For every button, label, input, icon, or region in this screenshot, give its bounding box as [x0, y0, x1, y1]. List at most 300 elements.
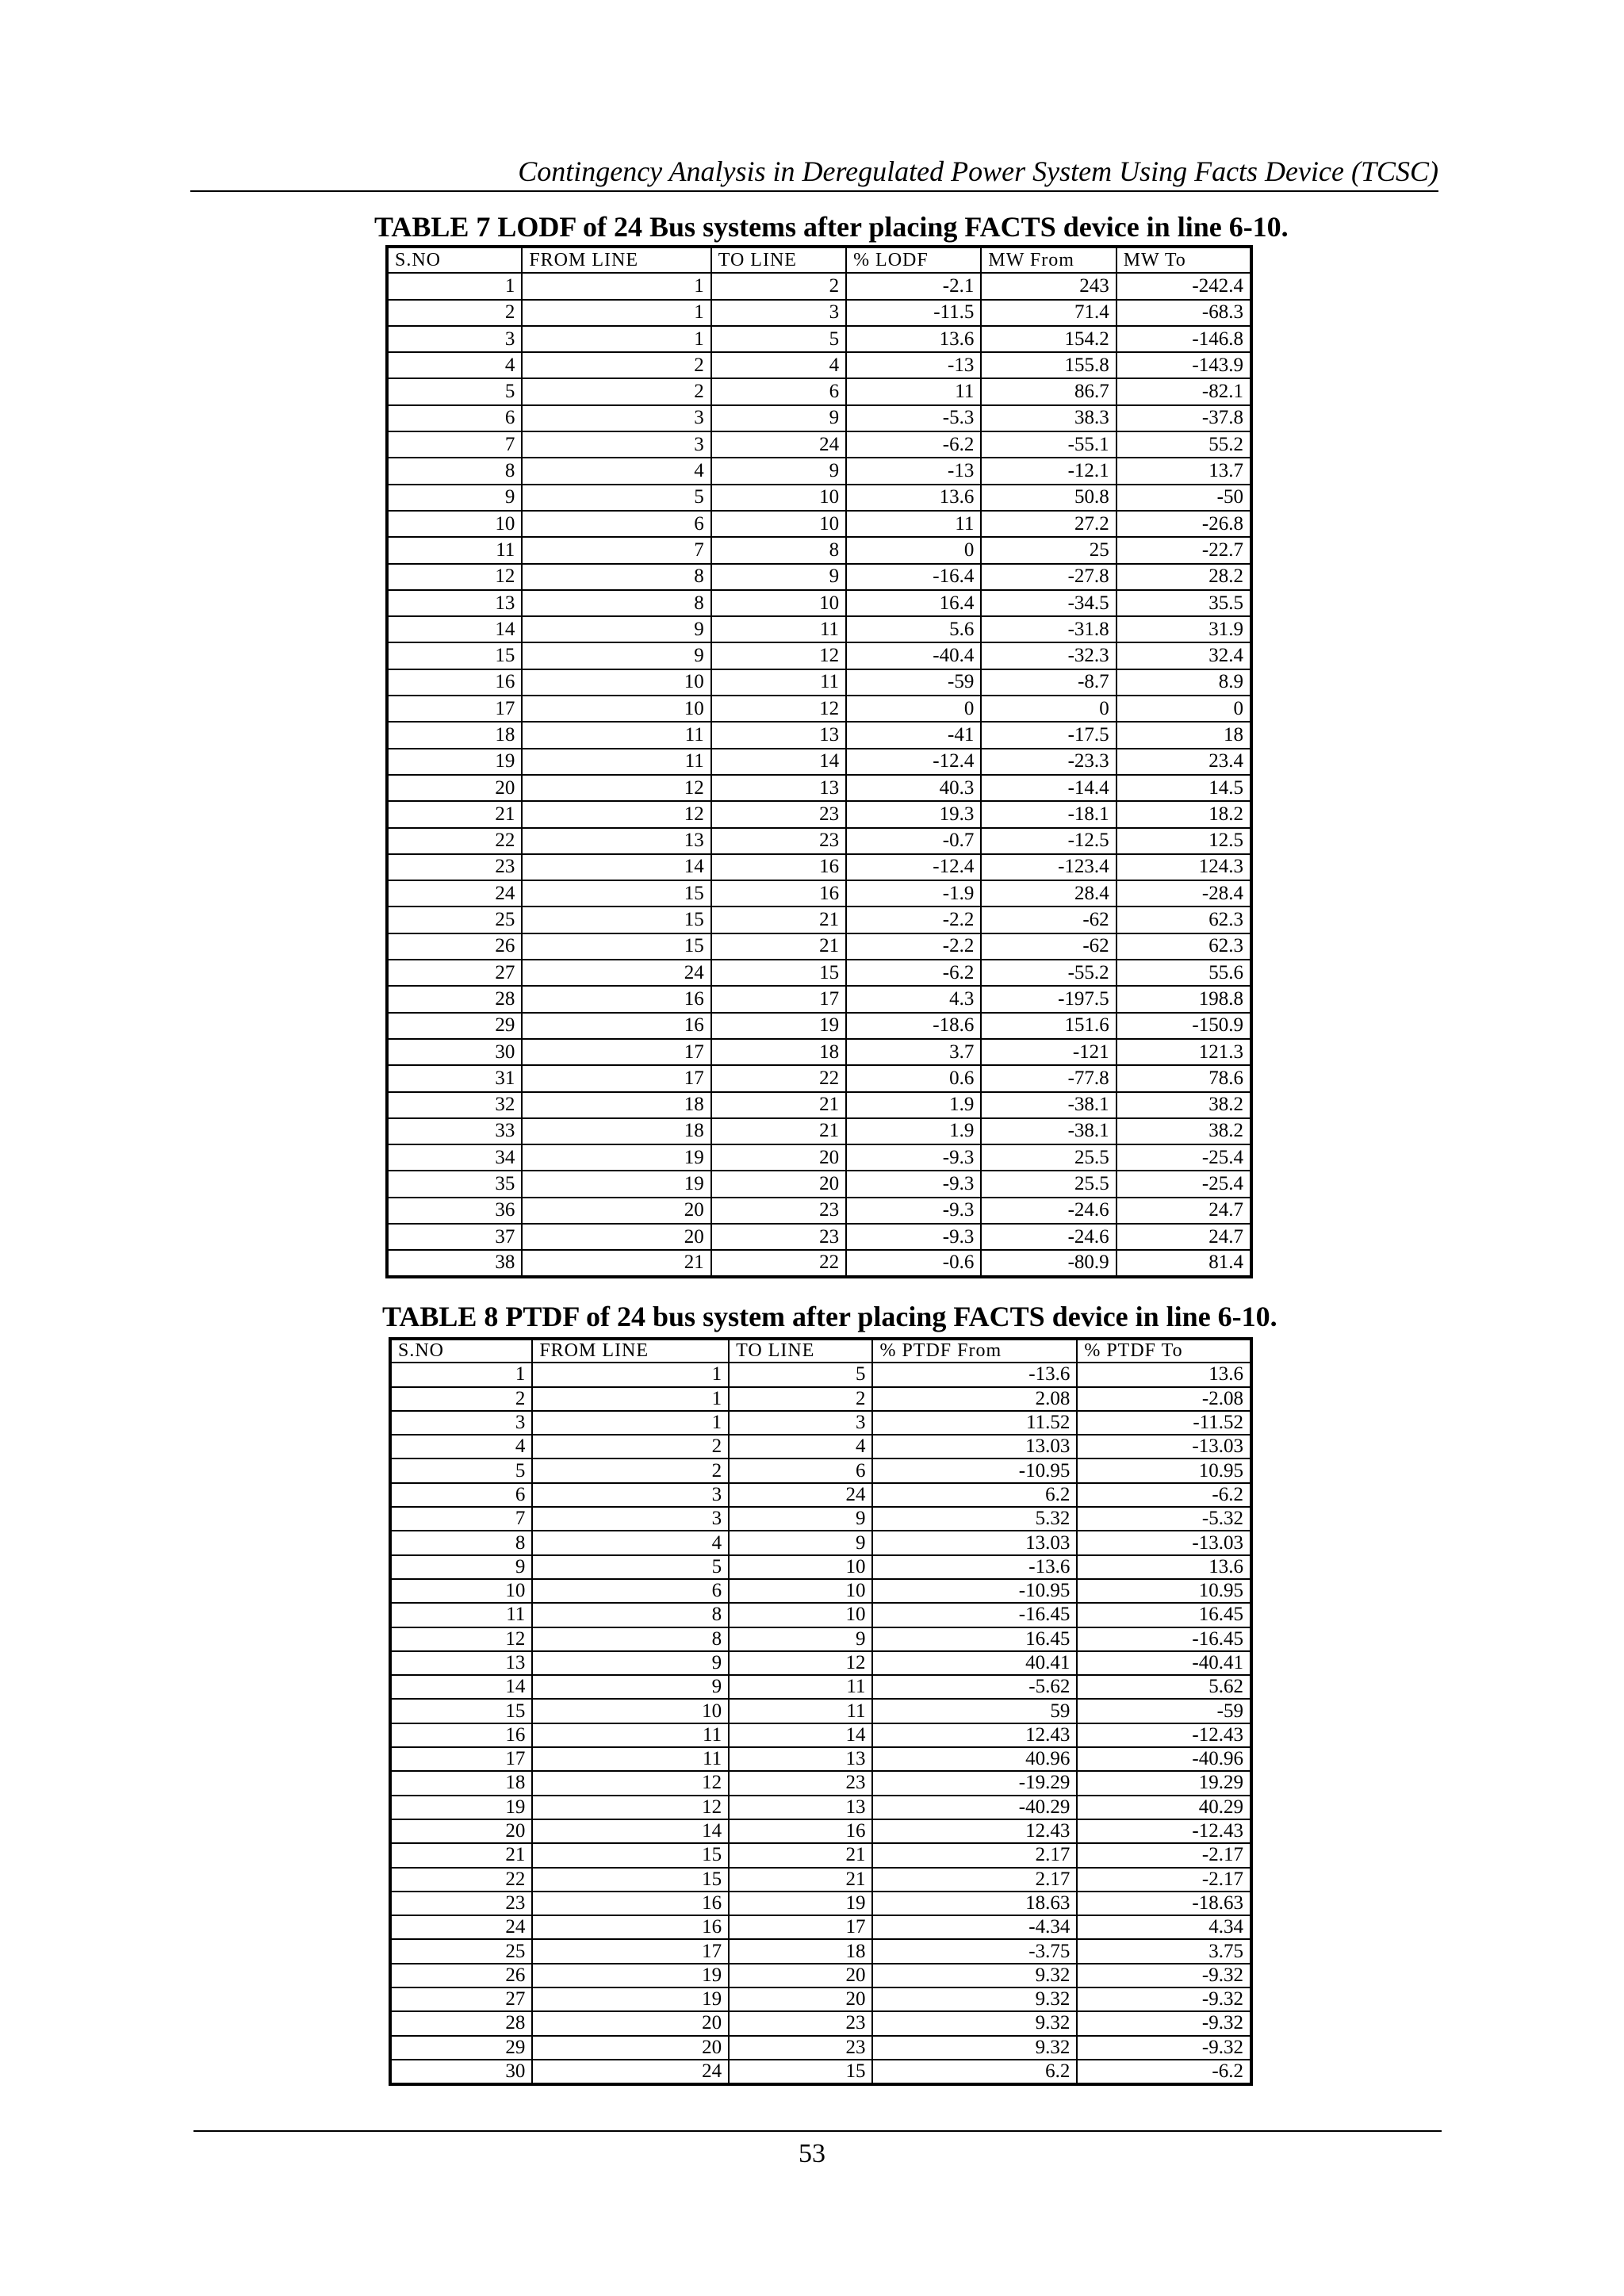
table-row	[390, 1868, 1251, 1892]
table-cell: 19	[522, 1171, 710, 1197]
table-cell: -22.7	[1116, 537, 1251, 563]
table-cell: 15	[387, 642, 522, 669]
table-cell: 12	[711, 696, 846, 722]
table-cell: -25.4	[1116, 1171, 1251, 1197]
page-number: 53	[799, 2139, 825, 2168]
table-row	[390, 1411, 1251, 1435]
table-cell: 243	[981, 273, 1116, 299]
table-cell: 19	[387, 749, 522, 775]
table-cell: 19	[532, 1987, 729, 2011]
table-cell: -40.96	[1077, 1747, 1251, 1771]
table-cell: 30	[387, 1039, 522, 1065]
table-cell: 154.2	[981, 326, 1116, 352]
table-cell: -16.45	[872, 1603, 1077, 1627]
table-cell: 13.7	[1116, 458, 1251, 484]
table-cell: 16	[387, 669, 522, 696]
table-cell: -6.2	[846, 431, 981, 458]
table-cell: -13	[846, 458, 981, 484]
table-cell: 9	[729, 1627, 872, 1651]
table-cell: 2.08	[872, 1387, 1077, 1411]
table-cell: -55.1	[981, 431, 1116, 458]
table-cell: 23	[711, 828, 846, 854]
table-cell: 24	[390, 1915, 532, 1939]
table-cell: 4	[711, 352, 846, 378]
table-cell: -18.1	[981, 801, 1116, 827]
table-cell: 20	[387, 775, 522, 801]
table-cell: 18	[729, 1939, 872, 1963]
table-cell: -11.52	[1077, 1411, 1251, 1435]
table-cell: 2	[711, 273, 846, 299]
table-cell: 15	[522, 933, 710, 960]
table-cell: 17	[729, 1915, 872, 1939]
table-cell: -6.2	[1077, 2060, 1251, 2084]
table-cell: 10	[729, 1579, 872, 1603]
table-cell: 22	[711, 1250, 846, 1276]
column-header: TO LINE	[711, 247, 846, 273]
table-cell: 4	[390, 1435, 532, 1458]
table-cell: -40.41	[1077, 1651, 1251, 1675]
table-cell: -5.62	[872, 1675, 1077, 1699]
table-cell: 9.32	[872, 1987, 1077, 2011]
table-cell: -0.6	[846, 1250, 981, 1276]
table-row	[387, 775, 1251, 801]
table-cell: 14	[729, 1723, 872, 1747]
table-cell: 24	[522, 960, 710, 986]
table-cell: -18.63	[1077, 1892, 1251, 1915]
table-cell: 15	[522, 880, 710, 907]
table-cell: 11	[711, 669, 846, 696]
table8-ptdf	[389, 1337, 1253, 2086]
table-cell: 21	[711, 933, 846, 960]
table-cell: 15	[729, 2060, 872, 2084]
table-cell: 155.8	[981, 352, 1116, 378]
table-cell: 12	[522, 801, 710, 827]
table-cell: 34	[387, 1144, 522, 1171]
table-cell: 35	[387, 1171, 522, 1197]
table-cell: -18.6	[846, 1013, 981, 1039]
table-row	[390, 1435, 1251, 1458]
table-cell: 1	[522, 273, 710, 299]
table-cell: 2	[522, 378, 710, 404]
table-cell: -10.95	[872, 1458, 1077, 1482]
table-cell: 6	[390, 1483, 532, 1507]
table-cell: 38.2	[1116, 1092, 1251, 1118]
table-cell: 11	[711, 616, 846, 642]
table-cell: 40.3	[846, 775, 981, 801]
table-cell: -17.5	[981, 722, 1116, 748]
table-row	[390, 1603, 1251, 1627]
column-header: % PTDF From	[872, 1339, 1077, 1363]
table-cell: 23	[711, 1224, 846, 1250]
table-cell: 19	[711, 1013, 846, 1039]
table-cell: 20	[522, 1224, 710, 1250]
table-cell: -23.3	[981, 749, 1116, 775]
table-cell: 1	[522, 326, 710, 352]
table-cell: 11	[846, 511, 981, 537]
table-cell: 15	[711, 960, 846, 986]
table-cell: 9	[532, 1651, 729, 1675]
table-cell: 24	[532, 2060, 729, 2084]
table-cell: 4	[522, 458, 710, 484]
table-cell: -9.32	[1077, 2011, 1251, 2035]
table-cell: -77.8	[981, 1065, 1116, 1091]
table-row	[390, 1458, 1251, 1482]
table-cell: 6	[532, 1579, 729, 1603]
table-cell: 10.95	[1077, 1579, 1251, 1603]
table-cell: 21	[729, 1843, 872, 1867]
table-cell: 9.32	[872, 2011, 1077, 2035]
table-row	[390, 1964, 1251, 1987]
table-cell: 5.32	[872, 1507, 1077, 1531]
table-cell: 33	[387, 1118, 522, 1144]
table-cell: 20	[532, 2036, 729, 2060]
table-cell: -62	[981, 907, 1116, 933]
table-row	[387, 933, 1251, 960]
table-row	[387, 590, 1251, 616]
table-cell: 16	[711, 854, 846, 880]
table-cell: -68.3	[1116, 300, 1251, 326]
table-cell: 12	[522, 775, 710, 801]
table-row	[387, 1092, 1251, 1118]
table-cell: 19	[729, 1892, 872, 1915]
table-cell: -13.03	[1077, 1435, 1251, 1458]
table-cell: 1.9	[846, 1092, 981, 1118]
table-row	[387, 273, 1251, 299]
table-cell: 1	[532, 1363, 729, 1386]
table-cell: 32	[387, 1092, 522, 1118]
table-cell: 2	[532, 1458, 729, 1482]
table-cell: -2.1	[846, 273, 981, 299]
table-cell: 2	[729, 1387, 872, 1411]
table-cell: 38.3	[981, 405, 1116, 431]
column-header: S.NO	[390, 1339, 532, 1363]
table-cell: 23	[711, 801, 846, 827]
table-cell: 9	[729, 1531, 872, 1554]
table7-caption: TABLE 7 LODF of 24 Bus systems after placing FACTS device in line 6-10.	[374, 211, 1289, 243]
table-cell: 19	[532, 1964, 729, 1987]
table-cell: 1	[522, 300, 710, 326]
table-cell: 12	[387, 564, 522, 590]
table-cell: 15	[532, 1868, 729, 1892]
table-row	[387, 616, 1251, 642]
table-cell: 124.3	[1116, 854, 1251, 880]
table-cell: -197.5	[981, 986, 1116, 1012]
table-cell: -242.4	[1116, 273, 1251, 299]
table-cell: 20	[390, 1819, 532, 1843]
table-cell: 14	[387, 616, 522, 642]
table-cell: 36	[387, 1198, 522, 1224]
table-cell: 10	[729, 1603, 872, 1627]
table-cell: 12	[532, 1771, 729, 1795]
table-cell: 10	[387, 511, 522, 537]
table-cell: -146.8	[1116, 326, 1251, 352]
table-cell: 7	[522, 537, 710, 563]
table-cell: 5	[387, 378, 522, 404]
table-cell: -150.9	[1116, 1013, 1251, 1039]
table-cell: -31.8	[981, 616, 1116, 642]
table-cell: 32.4	[1116, 642, 1251, 669]
table-cell: 6	[522, 511, 710, 537]
table-cell: 62.3	[1116, 933, 1251, 960]
table-cell: -62	[981, 933, 1116, 960]
table-cell: -9.32	[1077, 1987, 1251, 2011]
table-cell: -2.17	[1077, 1868, 1251, 1892]
table-cell: 25.5	[981, 1171, 1116, 1197]
table-cell: 8.9	[1116, 669, 1251, 696]
table-cell: 14.5	[1116, 775, 1251, 801]
table-cell: 14	[390, 1675, 532, 1699]
table-row	[387, 696, 1251, 722]
table-cell: 11	[532, 1747, 729, 1771]
table-row	[387, 907, 1251, 933]
table-cell: -40.29	[872, 1796, 1077, 1819]
table-cell: 16	[390, 1723, 532, 1747]
table-cell: -12.4	[846, 854, 981, 880]
table-cell: -26.8	[1116, 511, 1251, 537]
table-cell: -2.17	[1077, 1843, 1251, 1867]
table8-header-row	[390, 1339, 1251, 1363]
table-cell: 15	[522, 907, 710, 933]
table-cell: 16.4	[846, 590, 981, 616]
table-row	[390, 1627, 1251, 1651]
column-header: FROM LINE	[532, 1339, 729, 1363]
table-cell: -8.7	[981, 669, 1116, 696]
table-row	[387, 405, 1251, 431]
table-cell: -9.3	[846, 1144, 981, 1171]
table-cell: -82.1	[1116, 378, 1251, 404]
table-cell: -16.4	[846, 564, 981, 590]
table-cell: 13	[522, 828, 710, 854]
table-cell: 9	[522, 642, 710, 669]
table-cell: 1	[390, 1363, 532, 1386]
table-cell: -12.5	[981, 828, 1116, 854]
table-cell: 9	[522, 616, 710, 642]
table-cell: 3.7	[846, 1039, 981, 1065]
table-cell: 81.4	[1116, 1250, 1251, 1276]
table-cell: 21	[711, 907, 846, 933]
table-cell: -9.3	[846, 1224, 981, 1250]
table-row	[387, 378, 1251, 404]
table-cell: 16.45	[1077, 1603, 1251, 1627]
table-cell: -1.9	[846, 880, 981, 907]
table-cell: 7	[387, 431, 522, 458]
table-cell: 27.2	[981, 511, 1116, 537]
table-cell: 25	[390, 1939, 532, 1963]
table-cell: -9.32	[1077, 1964, 1251, 1987]
table-cell: -12.1	[981, 458, 1116, 484]
table7-body	[387, 273, 1251, 1276]
table-cell: 2.17	[872, 1843, 1077, 1867]
table-cell: -2.2	[846, 933, 981, 960]
table-row	[387, 669, 1251, 696]
table-cell: -59	[1077, 1699, 1251, 1723]
table-cell: 13	[711, 722, 846, 748]
table-cell: 23	[729, 1771, 872, 1795]
table-cell: 5	[532, 1555, 729, 1579]
table-row	[390, 1723, 1251, 1747]
table-cell: 18	[522, 1092, 710, 1118]
table-cell: 17	[387, 696, 522, 722]
table-cell: 12.43	[872, 1723, 1077, 1747]
table-cell: 8	[522, 564, 710, 590]
table-cell: 28.4	[981, 880, 1116, 907]
table-cell: 22	[387, 828, 522, 854]
table-cell: 8	[532, 1603, 729, 1627]
table-cell: -24.6	[981, 1224, 1116, 1250]
table-cell: 4.34	[1077, 1915, 1251, 1939]
table-cell: 12	[711, 642, 846, 669]
table-cell: 19	[522, 1144, 710, 1171]
table-cell: 18	[1116, 722, 1251, 748]
table-cell: 62.3	[1116, 907, 1251, 933]
table-cell: -50	[1116, 485, 1251, 511]
table-row	[390, 1939, 1251, 1963]
table-cell: -38.1	[981, 1118, 1116, 1144]
table-cell: 17	[532, 1939, 729, 1963]
table-cell: 16	[522, 986, 710, 1012]
table-cell: 20	[522, 1198, 710, 1224]
table-row	[387, 1013, 1251, 1039]
table-row	[387, 458, 1251, 484]
table-row	[390, 1579, 1251, 1603]
table-cell: 8	[532, 1627, 729, 1651]
table-cell: 9	[711, 405, 846, 431]
table-cell: -24.6	[981, 1198, 1116, 1224]
table-cell: 13.6	[846, 485, 981, 511]
table7-header	[387, 247, 1251, 273]
table-cell: 10	[711, 485, 846, 511]
table-cell: 24	[729, 1483, 872, 1507]
table-cell: 17	[522, 1039, 710, 1065]
table-cell: 86.7	[981, 378, 1116, 404]
table-cell: 5	[729, 1363, 872, 1386]
table-row	[390, 1771, 1251, 1795]
table-cell: 9	[711, 564, 846, 590]
table-cell: -2.08	[1077, 1387, 1251, 1411]
table-cell: 20	[711, 1144, 846, 1171]
table-cell: -11.5	[846, 300, 981, 326]
table-cell: -9.3	[846, 1171, 981, 1197]
table-cell: 8	[522, 590, 710, 616]
table-cell: 6	[711, 378, 846, 404]
table-cell: -13.6	[872, 1555, 1077, 1579]
table-cell: 23	[387, 854, 522, 880]
table-cell: 23	[390, 1892, 532, 1915]
table-cell: -25.4	[1116, 1144, 1251, 1171]
table-row	[387, 537, 1251, 563]
table-cell: 11	[729, 1699, 872, 1723]
table7-lodf	[385, 245, 1253, 1278]
table-cell: 4.3	[846, 986, 981, 1012]
table-row	[387, 1171, 1251, 1197]
table-cell: 27	[387, 960, 522, 986]
table-cell: -41	[846, 722, 981, 748]
table-cell: 17	[522, 1065, 710, 1091]
table-cell: 19	[390, 1796, 532, 1819]
table-cell: 31	[387, 1065, 522, 1091]
table-cell: 10	[711, 511, 846, 537]
table-cell: -37.8	[1116, 405, 1251, 431]
table-cell: -10.95	[872, 1579, 1077, 1603]
table-cell: 5.62	[1077, 1675, 1251, 1699]
table-cell: 2	[522, 352, 710, 378]
table-row	[387, 749, 1251, 775]
table-cell: 16	[522, 1013, 710, 1039]
table-cell: -38.1	[981, 1092, 1116, 1118]
table-cell: 18	[390, 1771, 532, 1795]
table-cell: 13.6	[1077, 1363, 1251, 1386]
table-cell: -2.2	[846, 907, 981, 933]
table-row	[390, 1555, 1251, 1579]
table-cell: 1	[532, 1411, 729, 1435]
table-cell: -80.9	[981, 1250, 1116, 1276]
table8-header	[390, 1339, 1251, 1363]
table-cell: 10	[522, 696, 710, 722]
table-cell: 40.96	[872, 1747, 1077, 1771]
table-row	[390, 1796, 1251, 1819]
table-cell: 2	[387, 300, 522, 326]
table-row	[390, 2011, 1251, 2035]
table-row	[387, 1118, 1251, 1144]
table-cell: 11	[390, 1603, 532, 1627]
table-cell: 28	[387, 986, 522, 1012]
table-cell: 1.9	[846, 1118, 981, 1144]
table-row	[387, 326, 1251, 352]
table-row	[390, 1387, 1251, 1411]
table-cell: 18	[522, 1118, 710, 1144]
table-cell: 13.6	[1077, 1555, 1251, 1579]
table-cell: 22	[390, 1868, 532, 1892]
table-cell: -34.5	[981, 590, 1116, 616]
table-row	[387, 722, 1251, 748]
table-cell: 30	[390, 2060, 532, 2084]
table-row	[390, 2060, 1251, 2084]
table-cell: 26	[390, 1964, 532, 1987]
running-header: Contingency Analysis in Deregulated Power System Using Facts Device (TCSC)	[518, 155, 1438, 187]
table-cell: 5	[711, 326, 846, 352]
table-cell: 10	[729, 1555, 872, 1579]
table-cell: 8	[387, 458, 522, 484]
table-cell: 1	[532, 1387, 729, 1411]
table-cell: -40.4	[846, 642, 981, 669]
table-cell: -121	[981, 1039, 1116, 1065]
table-cell: 29	[387, 1013, 522, 1039]
table-row	[387, 642, 1251, 669]
table-cell: 1	[387, 273, 522, 299]
table-cell: 0	[1116, 696, 1251, 722]
table-cell: -143.9	[1116, 352, 1251, 378]
table-cell: -13	[846, 352, 981, 378]
table-cell: -28.4	[1116, 880, 1251, 907]
table-cell: 21	[711, 1118, 846, 1144]
table-cell: -12.4	[846, 749, 981, 775]
table-cell: -0.7	[846, 828, 981, 854]
table-row	[387, 1224, 1251, 1250]
table-cell: 9	[729, 1507, 872, 1531]
table-row	[387, 431, 1251, 458]
table8-caption: TABLE 8 PTDF of 24 bus system after placing FACTS device in line 6-10.	[382, 1301, 1277, 1332]
table7-header-row	[387, 247, 1251, 273]
table-cell: 37	[387, 1224, 522, 1250]
table-cell: 2	[390, 1387, 532, 1411]
table-cell: 24.7	[1116, 1198, 1251, 1224]
table-cell: 21	[522, 1250, 710, 1276]
table-cell: 20	[532, 2011, 729, 2035]
table-cell: 3.75	[1077, 1939, 1251, 1963]
table-cell: 12.43	[872, 1819, 1077, 1843]
table-row	[387, 960, 1251, 986]
table-cell: 21	[387, 801, 522, 827]
